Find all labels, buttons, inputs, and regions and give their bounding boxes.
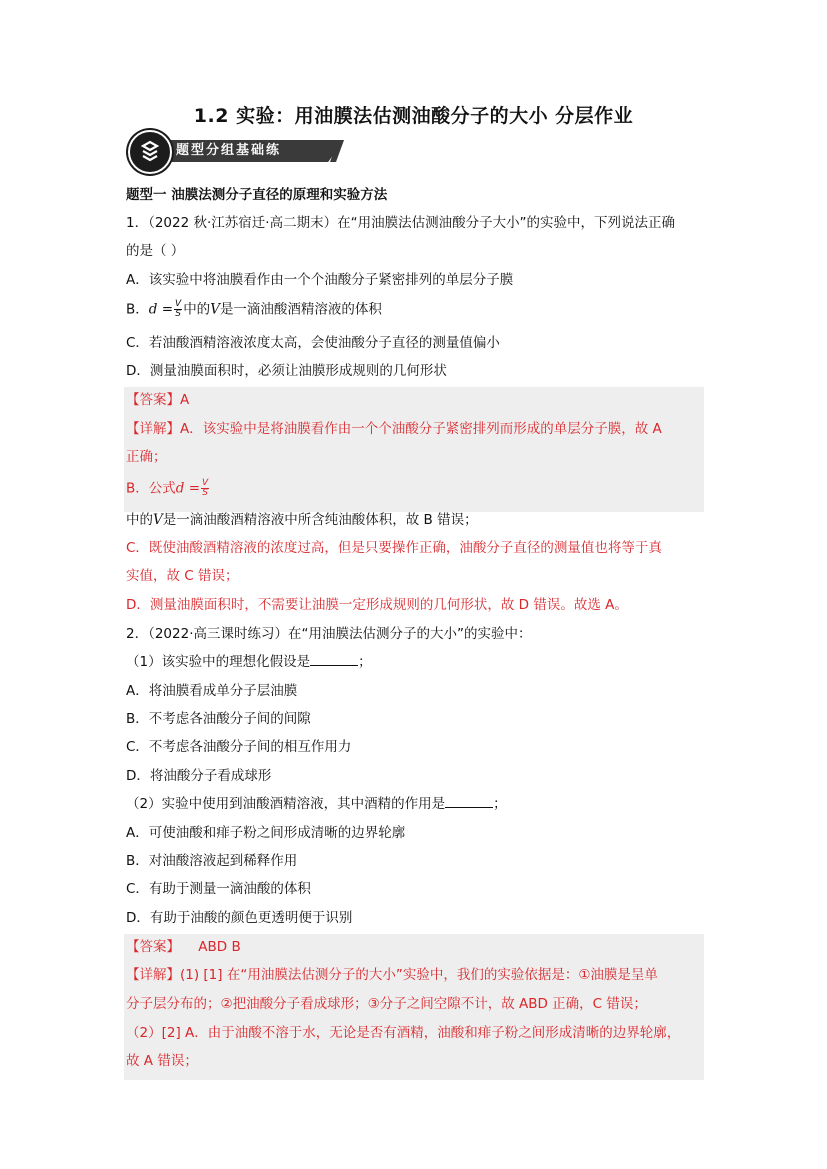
q2-s2-option-a: A．可使油酸和痱子粉之间形成清晰的边界轮廓: [126, 825, 406, 841]
answer-blank: [310, 653, 358, 666]
q2-s1-option-c: C．不考虑各油酸分子间的相互作用力: [126, 739, 352, 755]
q1-detail-b-cont-var: V: [153, 512, 163, 528]
q2-stem: 2．（2022·高三课时练习）在“用油膜法估测分子的大小”的实验中：: [126, 626, 532, 642]
q1-detail-b-cont: [126, 511, 478, 529]
q2-detail-line1: 【详解】(1) [1] 在“用油膜法估测分子的大小”实验中，我们的实验依据是：①油膜是呈单: [126, 967, 658, 983]
answer-blank: [445, 795, 493, 808]
q2-s2-option-d: D．有助于油酸的颜色更透明便于识别: [126, 910, 353, 926]
fraction-numerator: V: [175, 299, 182, 309]
q1-detail-b-formula: d =: [175, 480, 201, 497]
q2-detail-line4: 故 A 错误；: [126, 1053, 198, 1069]
q1-detail-b: [126, 479, 210, 498]
section-banner: [126, 130, 346, 170]
q2-detail-line2: 分子层分布的；②把油酸分子看成球形；③分子之间空隙不计，故 ABD 正确，C 错误；: [126, 996, 647, 1012]
q1-detail-d: D．测量油膜面积时，不需要让油膜一定形成规则的几何形状，故 D 错误。故选 A。: [126, 597, 628, 613]
q1-detail-b-fraction: [201, 479, 209, 498]
page-title: 1.2 实验：用油膜法估测油酸分子的大小 分层作业: [193, 105, 634, 127]
q2-sub1: [126, 653, 372, 671]
q1-detail-b-prefix: B．公式: [126, 480, 176, 497]
q2-s1-option-b: B．不考虑各油酸分子间的间隙: [126, 711, 311, 727]
fraction-denominator: S: [175, 309, 181, 319]
q1-answer-block: [124, 387, 704, 512]
q2-sub1-end: ；: [358, 654, 372, 670]
q1-answer: 【答案】A: [126, 392, 190, 408]
q1-option-b-prefix: B．: [126, 301, 149, 318]
q1-detail-c1: C．既使油酸酒精溶液的浓度过高，但是只要操作正确，油酸分子直径的测量值也将等于真: [126, 540, 662, 556]
q1-option-b-fraction: [174, 300, 182, 319]
q1-option-b-formula: d =: [148, 301, 174, 318]
q2-answer-label: 【答案】: [126, 939, 180, 955]
fraction-numerator: V: [202, 478, 209, 488]
q1-option-a: A．该实验中将油膜看作由一个个油酸分子紧密排列的单层分子膜: [126, 272, 514, 288]
q2-s2-option-b: B．对油酸溶液起到稀释作用: [126, 853, 298, 869]
q1-stem-line2: 的是（ ）: [126, 243, 185, 259]
q2-answer: [126, 938, 241, 956]
fraction-denominator: S: [202, 488, 208, 498]
q1-option-b-suffix: 是一滴油酸酒精溶液的体积: [219, 301, 382, 318]
q2-sub1-text: （1）该实验中的理想化假设是: [126, 654, 311, 670]
layers-icon: [128, 130, 172, 174]
section-title: 题型一 油膜法测分子直径的原理和实验方法: [126, 187, 388, 203]
q2-detail-line3: （2）[2] A．由于油酸不溶于水，无论是否有酒精，油酸和痱子粉之间形成清晰的边界轮廓，: [126, 1025, 681, 1041]
banner-stripes-icon: [312, 140, 348, 162]
q1-option-b-var: V: [210, 301, 220, 318]
q1-option-c: C．若油酸酒精溶液浓度太高，会使油酸分子直径的测量值偏小: [126, 335, 500, 351]
q1-detail-b-cont-suffix: 是一滴油酸酒精溶液中所含纯油酸体积，故 B 错误；: [162, 512, 478, 528]
q2-s1-option-a: A．将油膜看成单分子层油膜: [126, 683, 298, 699]
banner-text: 题型分组基础练: [176, 143, 282, 158]
q1-stem-line1: 1．（2022 秋·江苏宿迁·高二期末）在“用油膜法估测油酸分子大小”的实验中，下列说法正确: [126, 215, 676, 231]
q2-answer-value: ABD B: [198, 939, 241, 955]
q1-option-d: D．测量油膜面积时，必须让油膜形成规则的几何形状: [126, 363, 447, 379]
q1-option-b: [126, 300, 382, 319]
q1-detail-c2: 实值，故 C 错误；: [126, 568, 239, 584]
q1-detail-b-cont-prefix: 中的: [126, 512, 153, 528]
q1-option-b-mid: 中的: [183, 301, 211, 318]
q2-sub2-end: ；: [493, 796, 507, 812]
q1-detail-line2: 正确；: [126, 449, 167, 465]
q2-sub2: [126, 795, 507, 813]
q2-sub2-text: （2）实验中使用到油酸酒精溶液，其中酒精的作用是: [126, 796, 446, 812]
q1-detail-line1: 【详解】A．该实验中是将油膜看作由一个个油酸分子紧密排列而形成的单层分子膜，故 A: [126, 421, 662, 437]
q2-s1-option-d: D．将油酸分子看成球形: [126, 768, 272, 784]
q2-s2-option-c: C．有助于测量一滴油酸的体积: [126, 881, 311, 897]
